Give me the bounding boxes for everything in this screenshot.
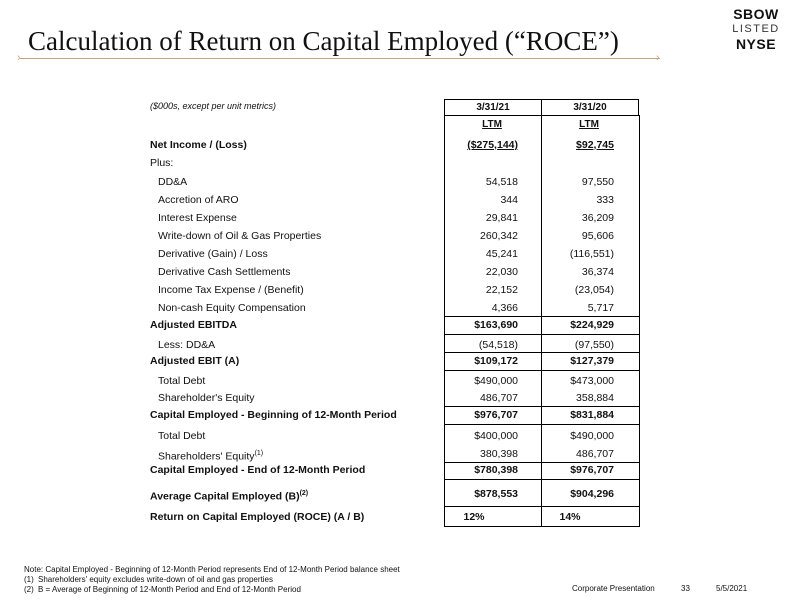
table-row: Average Capital Employed $(B)^{(2)}$ $878,553 $904,296 <box>150 488 614 503</box>
divider-right-chevron-icon: › <box>656 52 660 64</box>
table-row: Return on Capital Employed (ROCE) (A / B) 12% 14% <box>150 511 581 523</box>
units-note: ($000s, except per unit metrics) <box>150 101 277 111</box>
table-bottom-border <box>444 526 640 527</box>
footnote-1: (1) Shareholders' equity excludes write-down of oil and gas properties <box>24 575 273 584</box>
total-line <box>444 334 640 335</box>
footnote-note: Note: Capital Employed - Beginning of 12-Month Period represents End of 12-Month Period balance sheet <box>24 565 400 574</box>
total-line <box>444 479 640 480</box>
table-row: Non-cash Equity Compensation 4,366 5,717 <box>158 302 614 314</box>
presentation-name: Corporate Presentation <box>572 584 655 593</box>
column-subheader-2021: LTM <box>482 119 502 130</box>
table-row: Shareholders' Equity$^{(1)}$ 380,398 486,707 <box>158 448 614 463</box>
column-header-2020: 3/31/20 <box>541 99 639 116</box>
column-subheader-2020: LTM <box>579 119 599 130</box>
table-row: Income Tax Expense / (Benefit) 22,152 (23,054) <box>158 284 614 296</box>
column-header-2021: 3/31/21 <box>444 99 542 116</box>
page-number: 33 <box>681 584 690 593</box>
divider-left-chevron-icon: › <box>17 52 21 64</box>
table-row: Accretion of ARO 344 333 <box>158 194 614 206</box>
table-row: Total Debt $400,000 $490,000 <box>158 430 614 442</box>
table-row: Adjusted EBITDA $163,690 $224,929 <box>150 319 614 331</box>
table-row: Capital Employed - Beginning of 12-Month Period $976,707 $831,884 <box>150 409 614 421</box>
table-row: Adjusted EBIT (A) $109,172 $127,379 <box>150 355 614 367</box>
logo-exchange: NYSE <box>735 36 777 52</box>
table-row: Plus: <box>150 157 174 169</box>
table-row: Less: DD&A (54,518) (97,550) <box>158 339 614 351</box>
table-row: Write-down of Oil & Gas Properties 260,342 95,606 <box>158 230 614 242</box>
page-title: Calculation of Return on Capital Employed (“ROCE”) <box>28 26 619 56</box>
company-logo <box>728 6 784 52</box>
total-line <box>444 424 640 425</box>
table-row: Total Debt $490,000 $473,000 <box>158 375 614 387</box>
logo-ticker: SBOW <box>733 6 779 22</box>
table-row: Interest Expense 29,841 36,209 <box>158 212 614 224</box>
total-line <box>444 506 640 507</box>
presentation-date: 5/5/2021 <box>716 584 748 593</box>
table-row: Capital Employed - End of 12-Month Period $780,398 $976,707 <box>150 464 614 476</box>
table-row: Net Income / (Loss) ($275,144) $92,745 <box>150 139 614 151</box>
table-row: Derivative Cash Settlements 22,030 36,374 <box>158 266 614 278</box>
footnote-2: (2) B = Average of Beginning of 12-Month Period and End of 12-Month Period <box>24 585 301 594</box>
table-row: Shareholder's Equity 486,707 358,884 <box>158 392 614 404</box>
total-line <box>444 370 640 371</box>
table-row: DD&A 54,518 97,550 <box>158 176 614 188</box>
title-divider <box>20 58 660 59</box>
table-row: Derivative (Gain) / Loss 45,241 (116,551) <box>158 248 614 260</box>
logo-listed: LISTED <box>732 23 780 35</box>
